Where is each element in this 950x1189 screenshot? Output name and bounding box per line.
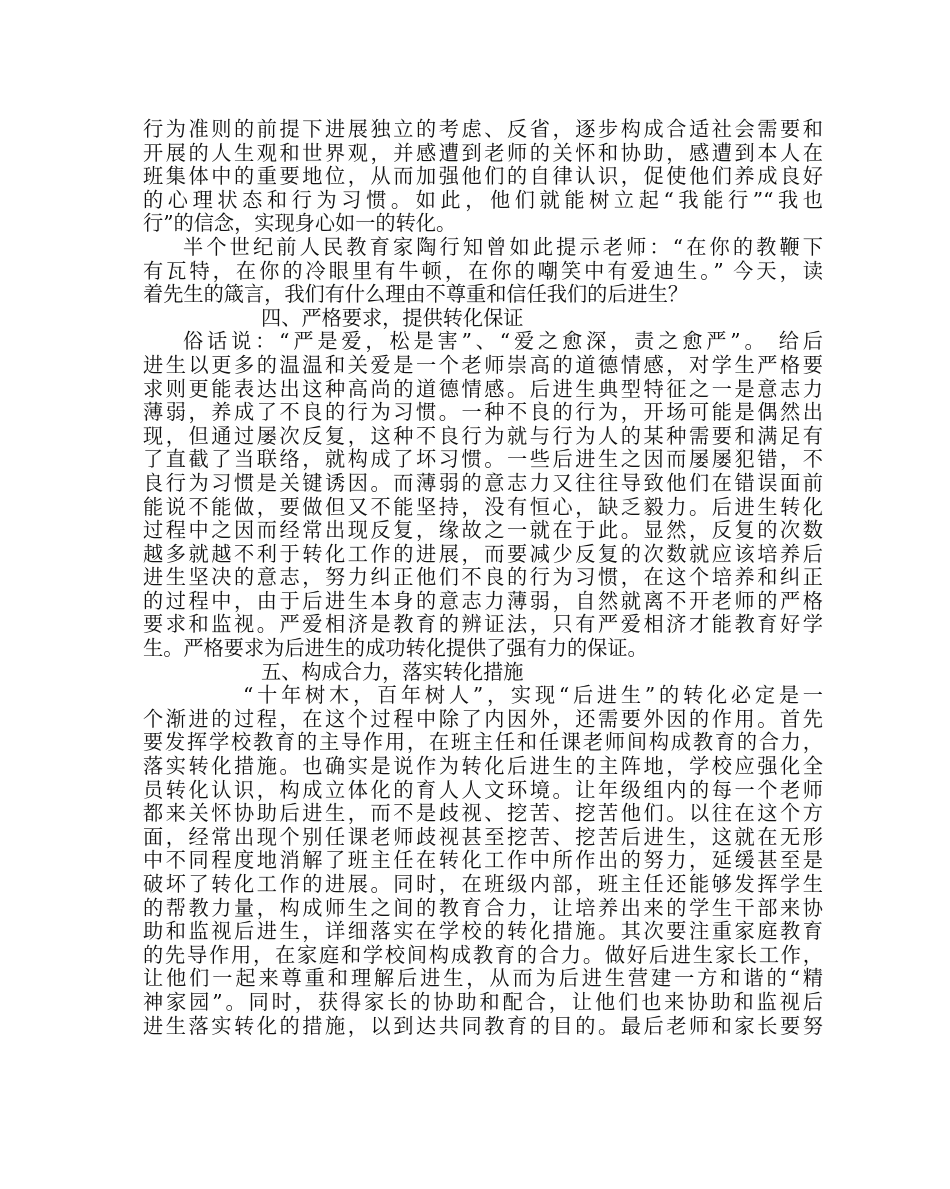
text-line: 助和监视后进生，详细落实在学校的转化措施。其次要注重家庭教育 [143,919,823,944]
text-line: 生。严格要求为后进生的成功转化提供了强有力的保证。 [143,636,648,661]
text-line: 神家园”。同时，获得家长的协助和配合，让他们也来协助和监视后 [143,989,823,1014]
text-line: 求则更能表达出这种高尚的道德情感。后进生典型特征之一是意志力 [143,376,823,401]
text-line: 都来关怀协助后进生，而不是歧视、挖苦、挖苦他们。以往在这个方 [143,801,823,826]
section-heading: 四、严格要求，提供转化保证 [261,305,524,330]
text-line: 俗话说：“严是爱，松是害”、“爱之愈深，责之愈严”。 给后 [183,329,823,354]
document-body [143,118,823,1038]
text-line: 能说不能做，要做但又不能坚持，没有恒心，缺乏毅力。后进生转化 [143,494,823,519]
text-line: 面，经常出现个别任课老师歧视甚至挖苦、挖苦后进生，这就在无形 [143,824,823,849]
text-line: “十年树木，百年树人”，实现“后进生”的转化必定是一 [243,683,823,708]
text-line: 过程中之因而经常出现反复，缘故之一就在于此。显然，反复的次数 [143,518,823,543]
text-line: 着先生的箴言，我们有什么理由不尊重和信任我们的后进生？ [143,282,689,307]
text-line: 的心理状态和行为习惯。如此，他们就能树立起“我能行”“我也 [143,187,823,212]
text-line: 薄弱，养成了不良的行为习惯。一种不良的行为，开场可能是偶然出 [143,400,823,425]
text-line: 要发挥学校教育的主导作用，在班主任和任课老师间构成教育的合力， [143,730,823,755]
text-line: 现，但通过屡次反复，这种不良行为就与行为人的某种需要和满足有 [143,423,823,448]
text-line: 开展的人生观和世界观，并感遭到老师的关怀和协助，感遭到本人在 [143,140,823,165]
text-line: 个渐进的过程，在这个过程中除了内因外，还需要外因的作用。首先 [143,706,823,731]
text-line: 破坏了转化工作的进展。同时，在班级内部，班主任还能够发挥学生 [143,872,823,896]
text-line: 行为准则的前提下进展独立的考虑、反省，逐步构成合适社会需要和 [143,117,823,141]
text-line: 的帮教力量，构成师生之间的教育合力，让培养出来的学生干部来协 [143,895,823,920]
text-line: 的过程中，由于后进生本身的意志力薄弱，自然就离不开老师的严格 [143,588,823,613]
text-line: 落实转化措施。也确实是说作为转化后进生的主阵地，学校应强化全 [143,754,823,779]
text-line: 良行为习惯是关键诱因。而薄弱的意志力又往往导致他们在错误面前 [143,470,823,495]
text-line: 员转化认识，构成立体化的育人人文环境。让年级组内的每一个老师 [143,777,823,802]
text-line: 要求和监视。严爱相济是教育的辨证法，只有严爱相济才能教育好学 [143,612,823,637]
text-line: 进生坚决的意志，努力纠正他们不良的行为习惯，在这个培养和纠正 [143,565,823,590]
text-line: 中不同程度地消解了班主任在转化工作中所作出的努力，延缓甚至是 [143,848,823,873]
text-line: 半个世纪前人民教育家陶行知曾如此提示老师：“在你的教鞭下 [183,234,823,259]
text-line: 班集体中的重要地位，从而加强他们的自律认识，促使他们养成良好 [143,164,823,189]
text-line: 行”的信念，实现身心如一的转化。 [143,211,457,236]
text-line: 越多就越不利于转化工作的进展，而要减少反复的次数就应该培养后 [143,541,823,566]
text-line: 的先导作用，在家庭和学校间构成教育的合力。做好后进生家长工作， [143,942,823,967]
text-line: 让他们一起来尊重和理解后进生，从而为后进生营建一方和谐的“精 [143,966,823,991]
text-line: 了直截了当联络，就构成了坏习惯。一些后进生之因而屡屡犯错，不 [143,447,823,472]
text-line: 有瓦特，在你的冷眼里有牛顿，在你的嘲笑中有爱迪生。” 今天，读 [143,258,823,283]
text-line: 进生落实转化的措施，以到达共同教育的目的。最后老师和家长要努 [143,1013,823,1038]
section-heading: 五、构成合力，落实转化措施 [261,659,524,684]
text-line: 进生以更多的温温和关爱是一个老师崇高的道德情感，对学生严格要 [143,352,823,377]
